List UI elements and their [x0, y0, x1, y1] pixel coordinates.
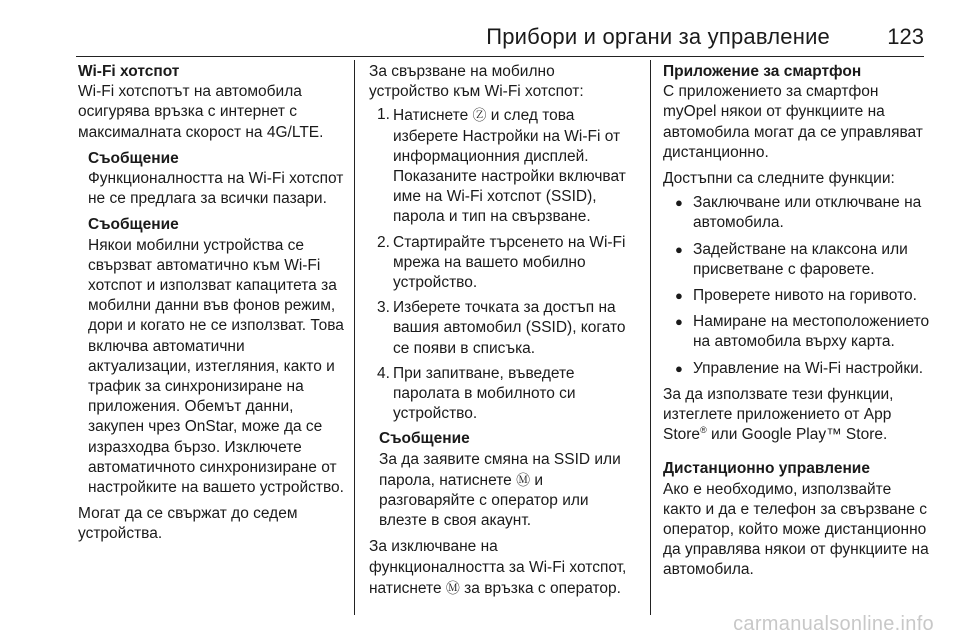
note-text: За да заявите смяна на SSID или парола, натиснете Ⓜ и разговаряйте с оператор или влезте в своя акаунт. — [379, 450, 621, 530]
section-heading-wifi-hotspot: Wi-Fi хотспот — [78, 63, 180, 80]
note-title: Съобщение — [88, 216, 179, 234]
note-text: Някои мобилни устройства се свързват автоматично към Wi-Fi хотспот и използват капацитета за мобилни данни във фонов режим, дори и когато не се използват. Това включва автоматични актуализации, изтегляния, както и трафик за синхронизиране на приложения. Обемът данни, закупен чрез OnStar, може да се изразходва бързо. Изключете автоматичното синхронизиране от настройките на вашето устройство. — [88, 236, 344, 497]
note-block-1 — [78, 149, 348, 210]
column-divider-2 — [650, 60, 651, 615]
registered-mark: ® — [700, 425, 707, 436]
list-item: 3. Изберете точката за достъп на вашия автомобил (SSID), когато се появи в списъка. — [377, 299, 626, 357]
features-intro: Достъпни са следните функции: — [663, 170, 895, 188]
header-divider — [76, 56, 924, 57]
note-title: Съобщение — [379, 430, 470, 448]
list-item: 2. Стартирайте търсенето на Wi-Fi мрежа на вашето мобилно устройство. — [377, 233, 626, 292]
list-item: ● Управление на Wi-Fi настройки. — [663, 359, 931, 379]
device-limit-paragraph: Могат да се свържат до седем устройства. — [78, 505, 298, 543]
list-item: ● Проверете нивото на горивото. — [663, 286, 931, 306]
remote-paragraph: Ако е необходимо, използвайте както и да е телефон за свързване с оператор, който може дистанционно да управлява някои от функциите на автомобила. — [663, 480, 929, 579]
bullet-icon: ● — [675, 288, 683, 304]
page-header — [0, 0, 960, 54]
note-block-2 — [78, 215, 348, 498]
bullet-icon: ● — [675, 314, 683, 330]
note-block-3 — [369, 429, 637, 531]
step-number: 3. — [377, 299, 390, 317]
list-item: 1. Натиснете Ⓩ и след това изберете Настройки на Wi-Fi от информационния дисплей. Показаните настройки включват име на Wi-Fi хотспот (SSID), парола и тип на свързване. — [377, 106, 626, 226]
column-1 — [78, 62, 348, 616]
disable-hotspot-paragraph: За изключване на функционалността за Wi-Fi хотспот, натиснете Ⓜ за връзка с оператор. — [369, 538, 627, 597]
note-text: Функционалността на Wi-Fi хотспот не се предлага за всички пазари. — [88, 170, 344, 208]
list-item: ● Намиране на местоположението на автомобила върху карта. — [675, 313, 930, 351]
list-item: ● Заключване или отключване на автомобила. — [675, 194, 922, 232]
watermark: carmanualsonline.info — [733, 613, 934, 635]
bullet-icon: ● — [675, 195, 683, 211]
column-3 — [663, 62, 931, 616]
operator-button-icon: Ⓜ — [516, 471, 531, 488]
section-heading-smartphone-app: Приложение за смартфон — [663, 63, 862, 80]
bullet-icon: ● — [675, 360, 683, 376]
bullet-icon: ● — [675, 241, 683, 257]
operator-button-icon: Ⓜ — [445, 579, 460, 596]
step-number: 4. — [377, 364, 390, 382]
page-number: 123 — [887, 24, 924, 49]
features-list — [663, 193, 931, 379]
column-2 — [369, 62, 637, 616]
onstar-button-icon: Ⓩ — [472, 107, 487, 124]
step-number: 1. — [377, 106, 390, 124]
connect-intro-paragraph: За свързване на мобилно устройство към Wi-Fi хотспот: — [369, 63, 584, 101]
store-paragraph: За да използвате тези функции, изтеглете приложението от App Store® или Google Play™ Store. — [663, 385, 894, 444]
section-heading-remote-control: Дистанционно управление — [663, 460, 870, 478]
list-item: ● Задействане на клаксона или присветване с фаровете. — [675, 240, 908, 278]
step-number: 2. — [377, 233, 390, 251]
column-divider-1 — [354, 60, 355, 615]
connect-steps-list — [369, 105, 637, 424]
list-item: 4. При запитване, въведете паролата в мобилното си устройство. — [377, 364, 576, 423]
page-title: Прибори и органи за управление — [486, 24, 830, 49]
note-title: Съобщение — [88, 149, 179, 167]
wifi-intro-paragraph: Wi-Fi хотспотът на автомобила осигурява връзка с интернет с максималната скорост на 4G/LTE. — [78, 83, 324, 141]
app-intro-paragraph: С приложението за смартфон myOpel някои от функциите на автомобила могат да се управляват дистанционно. — [663, 83, 923, 161]
